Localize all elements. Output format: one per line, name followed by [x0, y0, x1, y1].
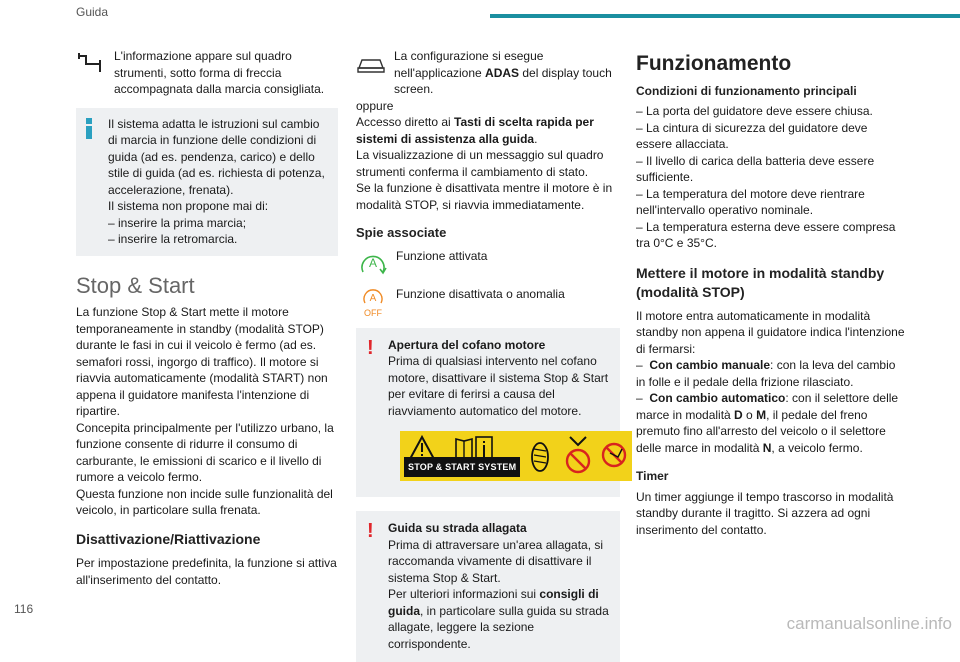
info-box	[76, 108, 338, 256]
disabled-text: Se la funzione è disattivata mentre il motore è in modalità STOP, si riavvia immediatamente.	[356, 181, 613, 212]
sticker-label: STOP & START SYSTEM	[404, 457, 520, 478]
gear-shift-icon	[76, 52, 106, 76]
auto-pre: : con il selettore delle marce in modalità	[636, 391, 899, 422]
auto-gearbox-item: – Con cambio automatico: con il selettore delle marce in modalità D o M, il pedale del freno premuto fino all'arresto del veicolo o il selettore delle marce in modalità N, a veicolo fermo.	[636, 391, 899, 455]
condition-item: – La porta del guidatore deve essere chiusa.	[636, 104, 873, 118]
stop-start-paragraph: Questa funzione non incide sulle funzionalità del veicolo, in particolare sulla frenata.	[76, 486, 333, 517]
warning-flooded-text: Prima di attraversare un'area allagata, si raccomanda vivamente di disattivare il sistema Stop & Start.	[388, 537, 604, 585]
manual-bold: Con cambio manuale	[649, 358, 771, 372]
spia-active	[356, 248, 620, 282]
gear-m: M	[756, 407, 767, 422]
warning-hood-text: Prima di qualsiasi intervento nel cofano motore, disattivare il sistema Stop & Start per evitare di ferirsi a causa del riavviamento automatico del motore.	[388, 354, 609, 418]
condition-item: – La temperatura del motore deve rientrare nell'intervallo operativo nominale.	[636, 186, 865, 217]
svg-text:A: A	[369, 292, 377, 304]
auto-o: o	[742, 407, 757, 422]
access-bold: Tasti di scelta rapida per sistemi di assistenza alla guida	[356, 115, 594, 146]
warning-exclamation-icon: !	[367, 520, 374, 542]
adas-text	[394, 48, 620, 98]
info-line: Il sistema adatta le istruzioni sul cambio di marcia in funzione delle condizioni di guida (ad es. pendenza, carico) e dello stile di guida (ad es. richiesta di potenza, accelerazione, frenata).	[108, 116, 325, 197]
manual-text: : con la leva del cambio in folle e il pedale della frizione rilasciato.	[636, 358, 896, 389]
stop-start-paragraph: La funzione Stop & Start mette il motore temporaneamente in standby (modalità STOP) durante le fasi in cui il veicolo è fermo (ad es. semafori rossi, ingorgo di traffico). Il motore si riavvia automaticamente (modalità START) non appena il guidatore manifesta l'intenzione di ripartire.	[76, 305, 328, 418]
info-line: – inserire la retromarcia.	[108, 232, 238, 246]
warning-exclamation-icon: !	[367, 336, 374, 359]
stop-start-warning-sticker	[400, 431, 632, 481]
svg-text:A: A	[368, 255, 378, 270]
access-post: .	[534, 131, 538, 146]
warning-hood-title: Apertura del cofano motore	[388, 337, 546, 352]
more-pre: Per ulteriori informazioni sui	[388, 587, 540, 601]
gear-indicator-text: L'informazione appare sul quadro strumenti, sotto forma di freccia accompagnata dalla marcia consigliata.	[114, 49, 325, 96]
warning-flooded-title: Guida su strada allagata	[388, 521, 527, 535]
page-number: 116	[14, 602, 34, 616]
standby-intro: Il motore entra automaticamente in modalità standby non appena il guidatore indica l'intenzione di fermarsi:	[636, 308, 905, 356]
svg-text:OFF: OFF	[364, 307, 382, 318]
condition-item: – La cintura di sicurezza del guidatore deve essere allacciata.	[636, 120, 868, 151]
warning-flooded	[356, 511, 620, 662]
adas-text-post: del display touch screen.	[394, 65, 612, 96]
column-right	[636, 48, 906, 538]
deactivation-text: Per impostazione predefinita, la funzione si attiva all'inserimento del contatto.	[76, 556, 337, 587]
gear-indicator-block	[76, 48, 338, 98]
funzionamento-heading: Funzionamento	[636, 52, 792, 75]
conditions-heading: Condizioni di funzionamento principali	[636, 83, 857, 98]
deactivation-heading: Disattivazione/Riattivazione	[76, 530, 261, 547]
adas-bold: ADAS	[485, 65, 520, 80]
spia-off-text: Funzione disattivata o anomalia	[396, 286, 565, 301]
header-accent-bar	[490, 14, 960, 18]
car-icon	[356, 52, 386, 76]
more-bold: consigli di guida	[388, 587, 599, 618]
header-title: Guida	[76, 5, 109, 19]
visualization-text: La visualizzazione di un messaggio sul quadro strumenti conferma il cambiamento di stato.	[356, 148, 604, 179]
warning-hood	[356, 328, 620, 498]
standby-heading: Mettere il motore in modalità standby (modalità STOP)	[636, 264, 885, 300]
column-left	[76, 48, 338, 588]
spia-active-text: Funzione attivata	[396, 248, 488, 263]
stop-start-heading: Stop & Start	[76, 272, 195, 298]
auto-start-off-orange-icon	[356, 286, 390, 325]
direct-access-text	[356, 114, 620, 147]
oppure-text: oppure	[356, 98, 394, 113]
info-line: Il sistema non propone mai di:	[108, 199, 269, 213]
auto-mid: , il pedale del freno premuto fino all'arresto del veicolo o il selettore delle marce in modalità	[636, 407, 886, 455]
manual-gearbox-item: – Con cambio manuale: con la leva del cambio in folle e il pedale della frizione rilasciato.	[636, 358, 896, 389]
adas-text-pre: La configurazione si esegue nell'applicazione	[394, 49, 544, 80]
condition-item: – Il livello di carica della batteria deve essere sufficiente.	[636, 153, 875, 184]
info-icon	[85, 118, 93, 139]
adas-block	[356, 48, 620, 98]
watermark: carmanualsonline.info	[786, 614, 952, 633]
timer-heading: Timer	[636, 469, 669, 483]
column-middle	[356, 48, 620, 662]
access-pre: Accesso diretto ai	[356, 115, 455, 129]
warning-flooded-more	[388, 586, 610, 652]
gear-d: D	[734, 407, 743, 422]
more-post: , in particolare sulla guida su strada allagate, leggere la sezione corrispondente.	[388, 603, 609, 651]
timer-text: Un timer aggiunge il tempo trascorso in modalità standby durante il tragitto. Si azzera ad ogni inserimento del contatto.	[636, 489, 894, 537]
info-line: – inserire la prima marcia;	[108, 215, 247, 230]
condition-item: – La temperatura esterna deve essere compresa tra 0°C e 35°C.	[636, 219, 896, 250]
auto-bold: Con cambio automatico	[649, 391, 786, 405]
spie-heading: Spie associate	[356, 225, 447, 240]
stop-start-paragraph: Concepita principalmente per l'utilizzo urbano, la funzione consente di ridurre il consumo di carburante, le emissioni di scarico e il livello di rumore a veicolo fermo.	[76, 420, 334, 484]
gear-n: N	[762, 440, 772, 455]
auto-start-green-icon	[356, 248, 390, 283]
auto-end: , a veicolo fermo.	[771, 440, 863, 455]
spia-off	[356, 286, 620, 320]
